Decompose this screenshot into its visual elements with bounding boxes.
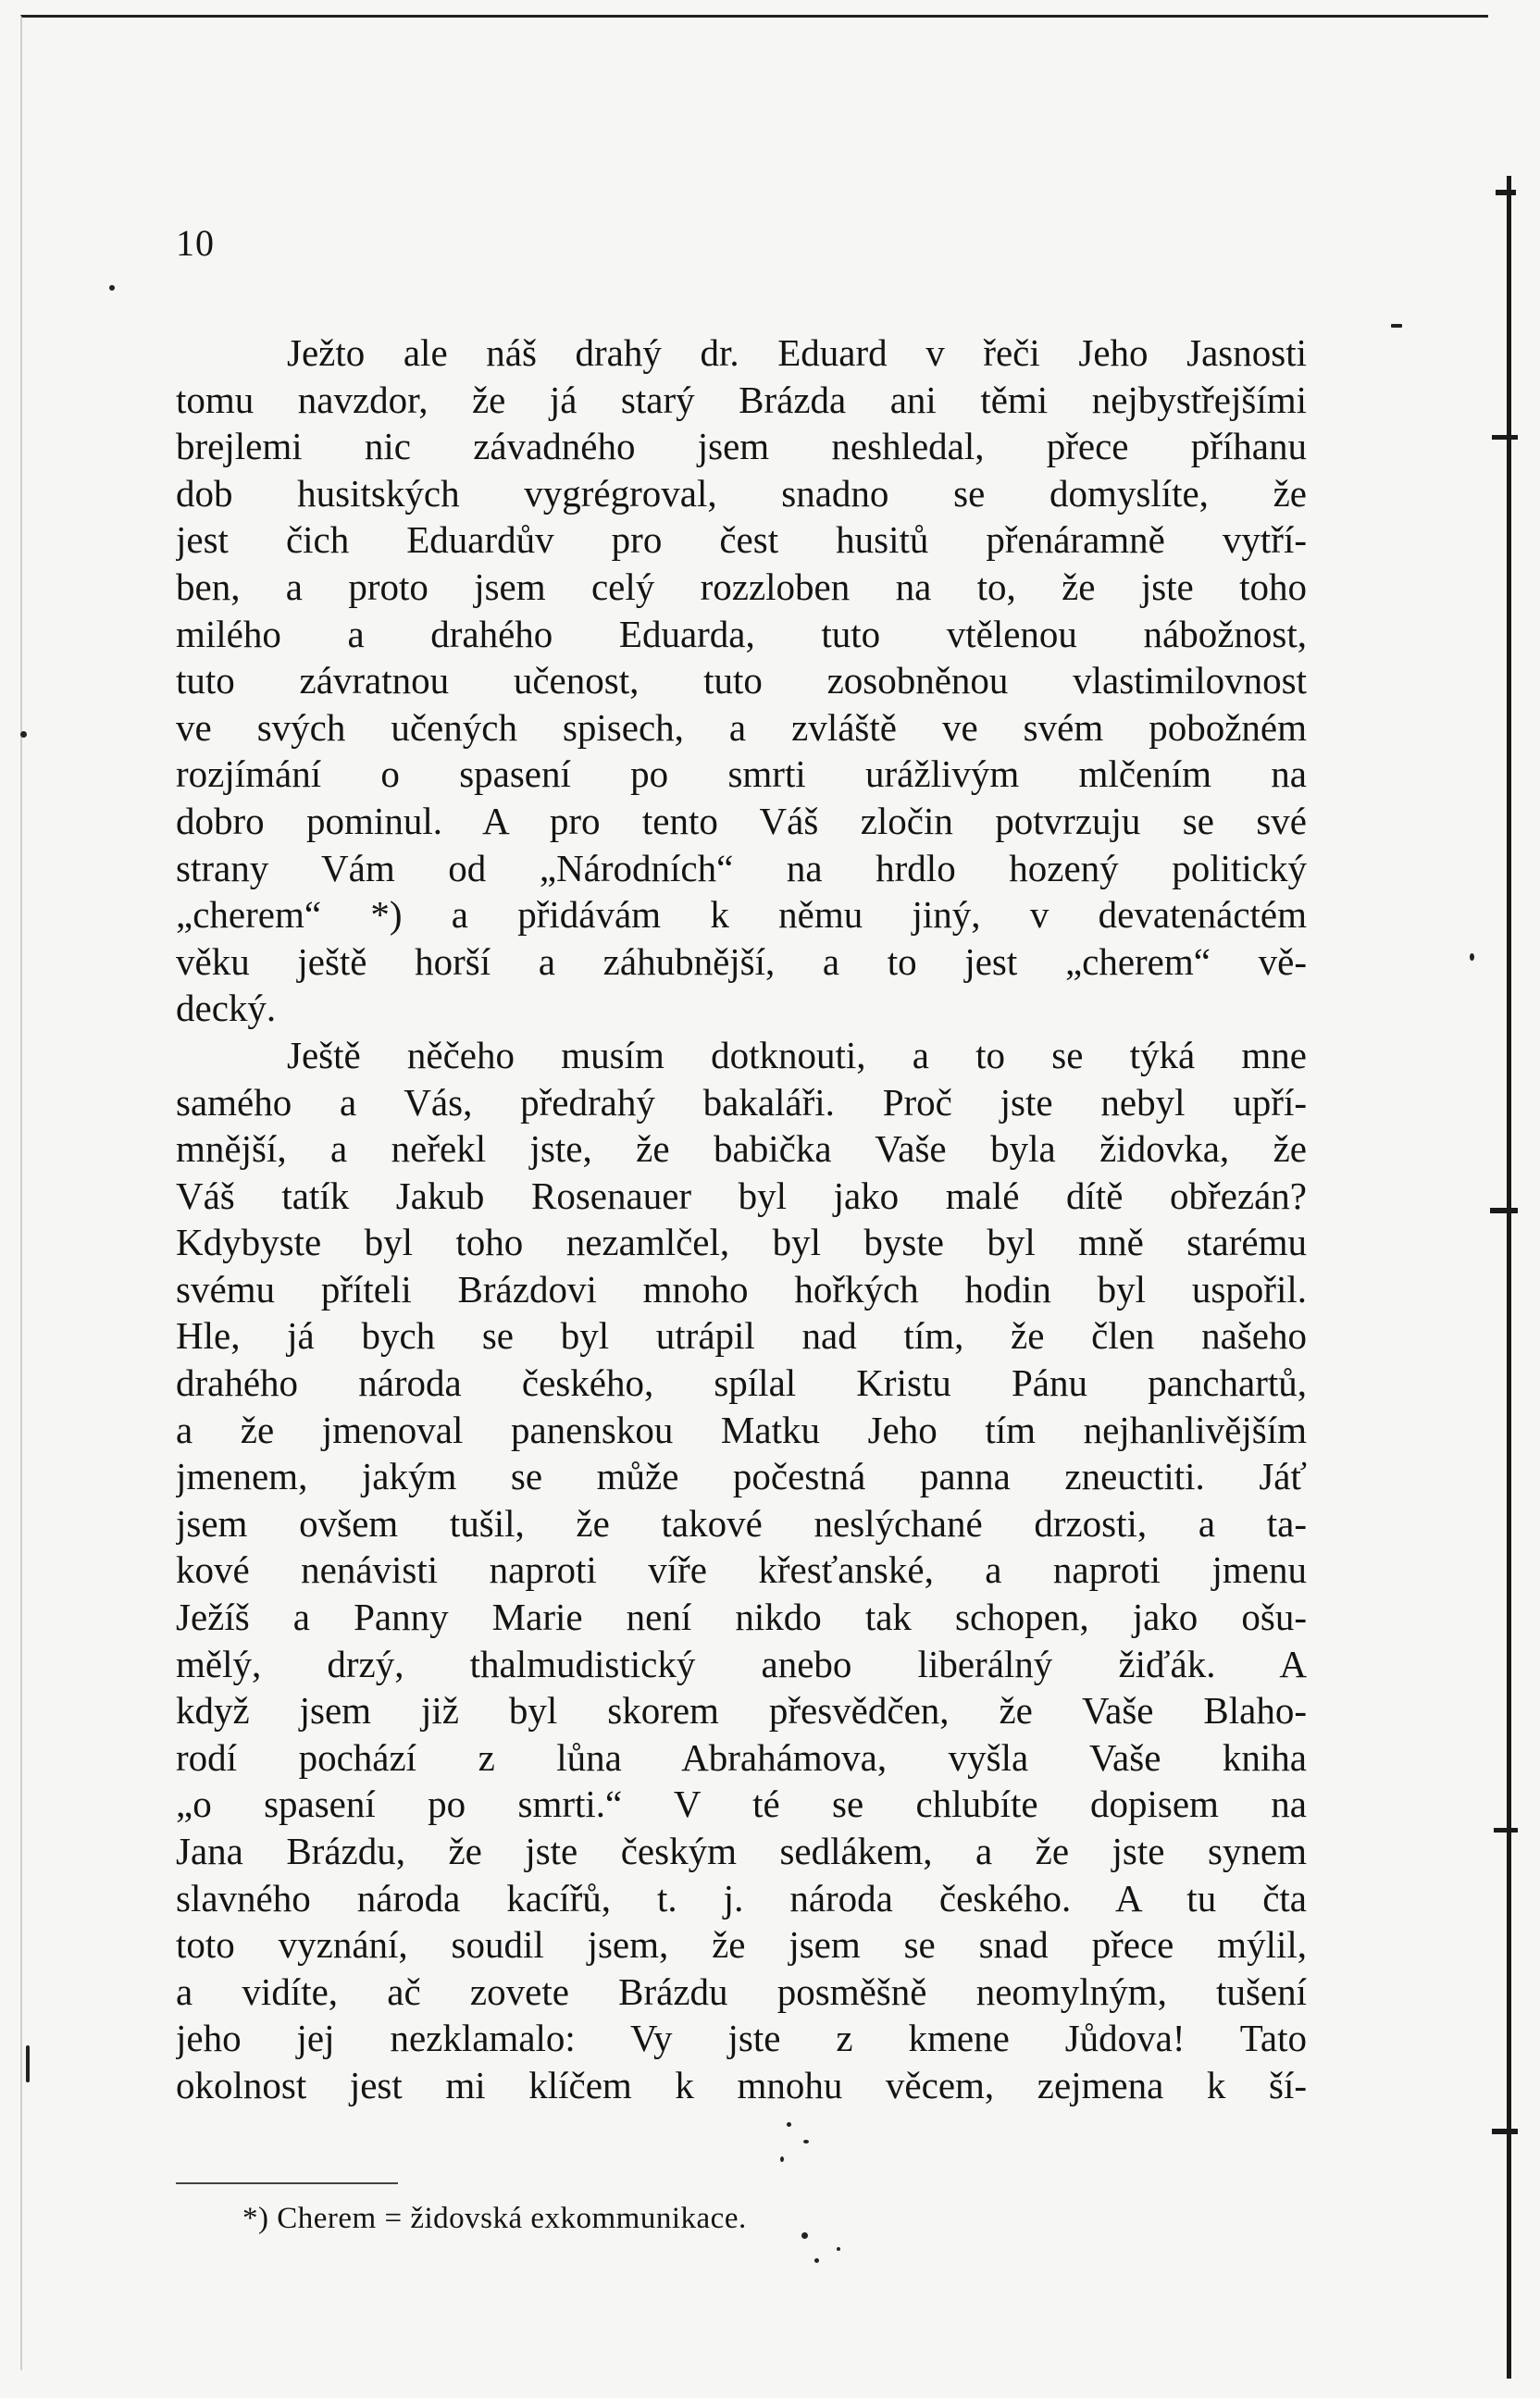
text-line: slavného národa kacířů, t. j. národa českého. A tu čta (176, 1876, 1307, 1920)
text-line: rozjímání o spasení po smrti urážlivým mlčením na (176, 752, 1307, 796)
text-line: samého a Vás, předrahý bakaláři. Proč jste nebyl upří- (176, 1080, 1307, 1124)
text-line: milého a drahého Eduarda, tuto vtělenou nábožnost, (176, 612, 1307, 655)
edge-mark (1496, 190, 1516, 195)
ink-speck (780, 2156, 784, 2162)
text-line: rodí pochází z lůna Abrahámova, vyšla Vaše kniha (176, 1735, 1307, 1779)
ink-speck (803, 2140, 809, 2143)
text-line: svému příteli Brázdovi mnoho hořkých hodin byl uspořil. (176, 1267, 1307, 1311)
text-line: Ježto ale náš drahý dr. Eduard v řeči Jeho Jasnosti (287, 331, 1307, 374)
text-line: brejlemi nic závadného jsem neshledal, přece příhanu (176, 425, 1307, 468)
edge-mark (1494, 1828, 1518, 1833)
footnote: *) Cherem = židovská exkommunikace. (242, 2202, 747, 2235)
ink-speck (1470, 953, 1474, 961)
text-line: a že jmenoval panenskou Matku Jeho tím nejhanlivějším (176, 1408, 1307, 1451)
text-line: Ježíš a Panny Marie není nikdo tak schopen, jako ošu- (176, 1596, 1307, 1639)
binding-edge (1507, 176, 1511, 2379)
text-line: toto vyznání, soudil jsem, že jsem se snad přece mýlil, (176, 1923, 1307, 1967)
text-line: mnější, a neřekl jste, že babička Vaše byla židovka, že (176, 1127, 1307, 1171)
text-line: strany Vám od „Národních“ na hrdlo hozený politický (176, 846, 1307, 889)
ink-speck (20, 731, 27, 738)
text-line: okolnost jest mi klíčem k mnohu věcem, zejmena k ší- (176, 2063, 1307, 2106)
text-line: jest čich Eduardův pro čest husitů přenáramně vytří- (176, 518, 1307, 562)
text-line: když jsem již byl skorem přesvědčen, že Vaše Blaho- (176, 1689, 1307, 1733)
edge-mark (1492, 435, 1518, 440)
ink-speck (26, 2045, 30, 2082)
text-line: jmenem, jakým se může počestná panna zneuctiti. Jáť (176, 1455, 1307, 1498)
text-line: mělý, drzý, thalmudistický anebo liberálný žiďák. A (176, 1642, 1307, 1685)
text-line: Hle, já bych se byl utrápil nad tím, že člen našeho (176, 1314, 1307, 1358)
text-line: Kdybyste byl toho nezamlčel, byl byste byl mně starému (176, 1221, 1307, 1264)
text-line: Jana Brázdu, že jste českým sedlákem, a že jste synem (176, 1830, 1307, 1872)
ink-speck (837, 2247, 840, 2251)
ink-speck (801, 2232, 808, 2239)
footnote-rule (176, 2182, 398, 2184)
text-line: ve svých učených spisech, a zvláště ve svém pobožném (176, 705, 1307, 749)
text-line: Váš tatík Jakub Rosenauer byl jako malé dítě obřezán? (176, 1174, 1307, 1217)
page-number: 10 (176, 222, 215, 264)
text-line: dob husitských vygrégroval, snadno se domyslíte, že (176, 471, 1307, 515)
text-line: „o spasení po smrti.“ V té se chlubíte dopisem na (176, 1783, 1307, 1826)
text-line: tuto závratnou učenost, tuto zosobněnou vlastimilovnost (176, 659, 1307, 702)
text-line: decký. (176, 987, 277, 1030)
text-line: věku ještě horší a záhubnější, a to jest „cherem“ vě- (176, 939, 1307, 983)
text-line: kové nenávisti naproti víře křesťanské, a naproti jmenu (176, 1548, 1307, 1592)
text-line: dobro pominul. A pro tento Váš zločin potvrzuju se své (176, 799, 1307, 842)
text-line: jsem ovšem tušil, že takové neslýchané drzosti, a ta- (176, 1501, 1307, 1545)
text-line: ben, a proto jsem celý rozzloben na to, že jste toho (176, 565, 1307, 608)
text-line: „cherem“ *) a přidávám k němu jiný, v devatenáctém (176, 893, 1307, 937)
ink-speck (1391, 324, 1402, 328)
text-line: tomu navzdor, že já starý Brázda ani těmi nejbystřejšími (176, 378, 1307, 421)
text-line: jeho jej nezklamalo: Vy jste z kmene Jůdova! Tato (176, 2017, 1307, 2060)
ink-speck (109, 285, 115, 291)
edge-mark (1490, 1208, 1518, 1213)
ink-speck (787, 2122, 791, 2127)
text-line: Ještě něčeho musím dotknouti, a to se týká mne (287, 1033, 1307, 1076)
body-text (176, 329, 1307, 2109)
text-line: a vidíte, ač zovete Brázdu posměšně neomylným, tušení (176, 1969, 1307, 2013)
edge-mark (1492, 2129, 1518, 2134)
ink-speck (814, 2258, 819, 2263)
text-line: drahého národa českého, spílal Kristu Pánu panchartů, (176, 1361, 1307, 1405)
